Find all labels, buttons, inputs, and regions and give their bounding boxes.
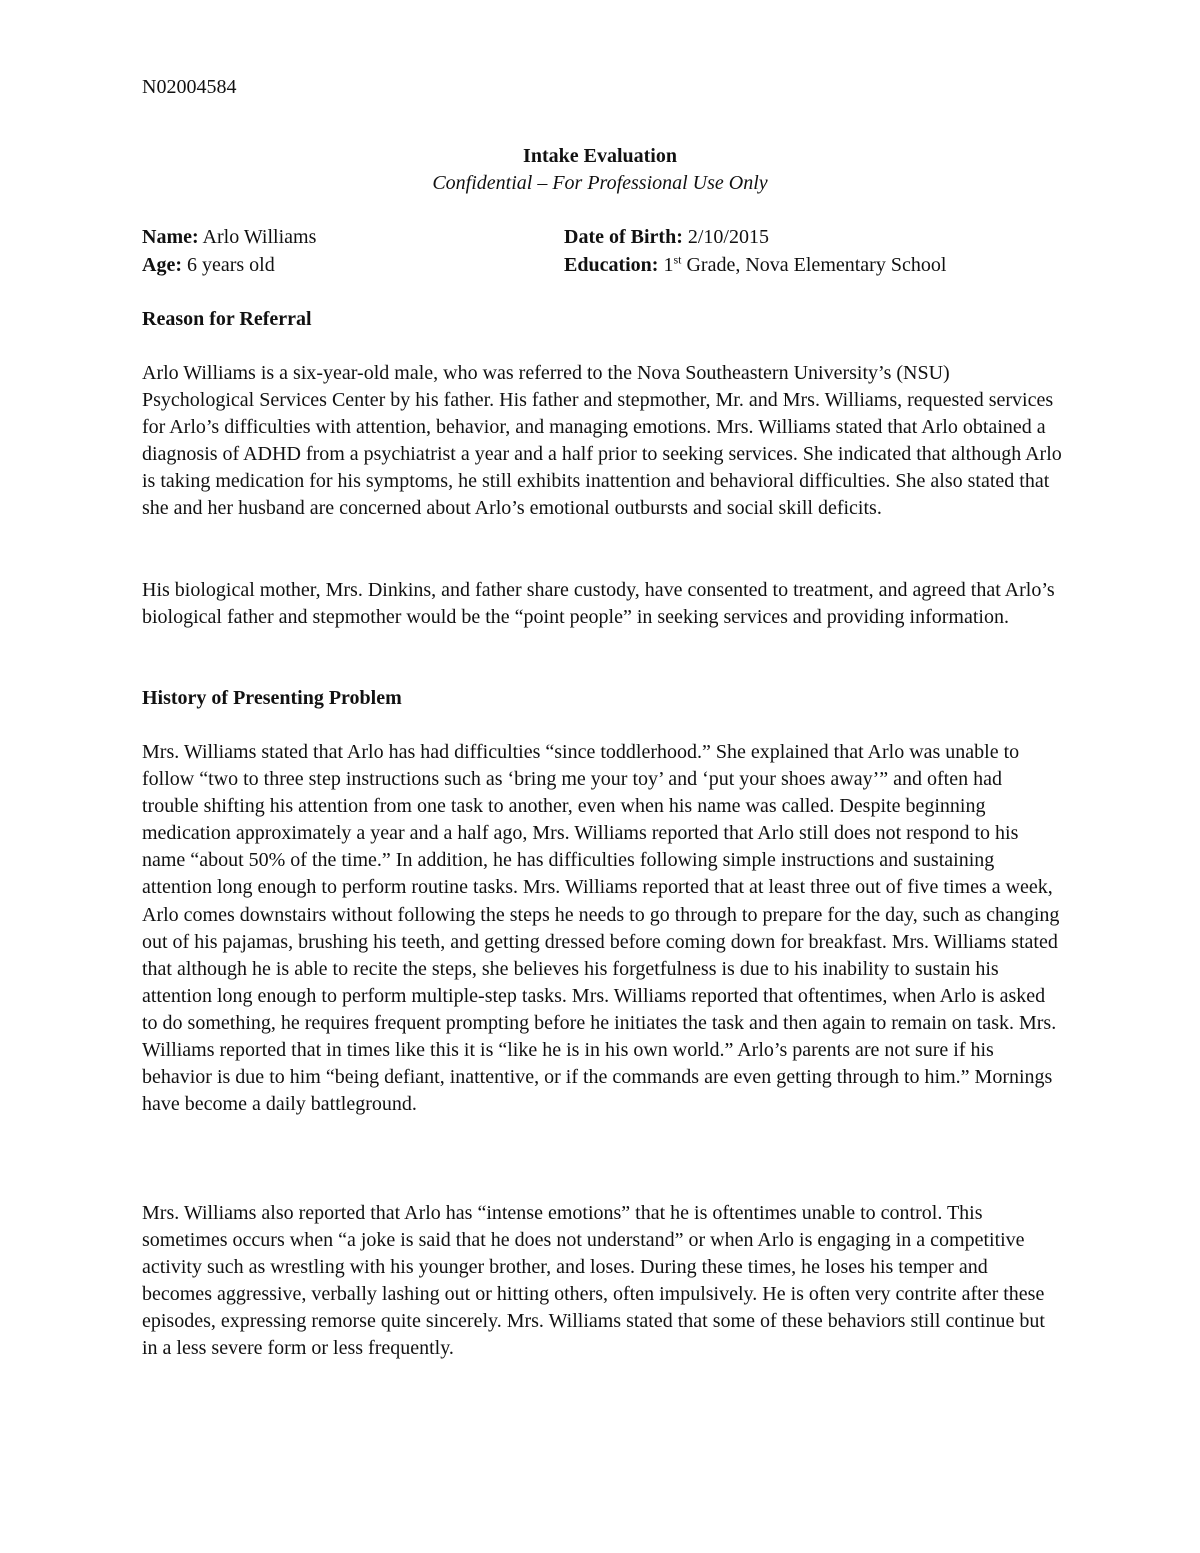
- age-value: 6 years old: [186, 254, 275, 276]
- title-block: [142, 143, 1058, 197]
- name-value: Arlo Williams: [202, 226, 317, 248]
- client-info-row-1: [142, 223, 1058, 251]
- dob-field: [564, 223, 1058, 251]
- education-grade-number: 1: [663, 254, 674, 276]
- referral-paragraph-2: His biological mother, Mrs. Dinkins, and father share custody, have consented to treatment, and agreed that Arlo’s biological father and stepmother would be the “point people” in seeking services and providing information.: [142, 579, 1055, 629]
- education-grade-suffix: st: [673, 252, 682, 267]
- age-field: [142, 251, 564, 279]
- referral-paragraph-1: Arlo Williams is a six-year-old male, who was referred to the Nova Southeastern University’s (NSU) Psychological Services Center by his father. His father and stepmother, Mr. and Mrs. Williams, requested services for Arlo’s difficulties with attention, behavior, and managing emotions. Mrs. Williams stated that Arlo obtained a diagnosis of ADHD from a psychiatrist a year and a half prior to seeking services. She indicated that although Arlo is taking medication for his symptoms, he still exhibits inattention and behavioral difficulties. She also stated that she and her husband are concerned about Arlo’s emotional outbursts and social skill deficits.: [142, 362, 1062, 520]
- document-subtitle: Confidential – For Professional Use Only: [432, 172, 768, 194]
- document-id: N02004584: [142, 76, 237, 98]
- name-field: [142, 223, 564, 251]
- education-field: [564, 251, 1058, 279]
- education-rest: Grade, Nova Elementary School: [686, 254, 947, 276]
- history-paragraph-1: Mrs. Williams stated that Arlo has had difficulties “since toddlerhood.” She explained that Arlo was unable to follow “two to three step instructions such as ‘bring me your toy’ and ‘put your shoes away’” and often had trouble shifting his attention from one task to another, even when his name was called. Despite beginning medication approximately a year and a half ago, Mrs. Williams reported that Arlo still does not respond to his name “about 50% of the time.” In addition, he has difficulties following simple instructions and sustaining attention long enough to perform routine tasks. Mrs. Williams reported that at least three out of five times a week, Arlo comes downstairs without following the steps he needs to go through to prepare for the day, such as changing out of his pajamas, brushing his teeth, and getting dressed before coming down for breakfast. Mrs. Williams stated that although he is able to recite the steps, she believes his forgetfulness is due to his inability to sustain his attention long enough to perform multiple-step tasks. Mrs. Williams reported that oftentimes, when Arlo is asked to do something, he requires frequent prompting before he initiates the task and then again to remain on task. Mrs. Williams reported that in times like this it is “like he is in his own world.” Arlo’s parents are not sure if his behavior is due to him “being defiant, inattentive, or if the commands are even getting through to him.” Mornings have become a daily battleground.: [142, 741, 1060, 1116]
- history-paragraph-2: Mrs. Williams also reported that Arlo has “intense emotions” that he is oftentimes unable to control. This sometimes occurs when “a joke is said that he does not understand” or when Arlo is engaging in a competitive activity such as wrestling with his younger brother, and loses. During these times, he loses his temper and becomes aggressive, verbally lashing out or hitting others, often impulsively. He is often very contrite after these episodes, expressing remorse quite sincerely. Mrs. Williams stated that some of these behaviors still continue but in a less severe form or less frequently.: [142, 1202, 1045, 1360]
- referral-heading: Reason for Referral: [142, 308, 312, 330]
- dob-label: Date of Birth:: [564, 226, 683, 248]
- history-heading: History of Presenting Problem: [142, 687, 402, 709]
- education-label: Education:: [564, 254, 659, 276]
- client-info: [142, 223, 1058, 279]
- dob-value: 2/10/2015: [687, 226, 769, 248]
- document-title: Intake Evaluation: [523, 145, 677, 167]
- age-label: Age:: [142, 254, 182, 276]
- name-label: Name:: [142, 226, 199, 248]
- client-info-row-2: [142, 251, 1058, 279]
